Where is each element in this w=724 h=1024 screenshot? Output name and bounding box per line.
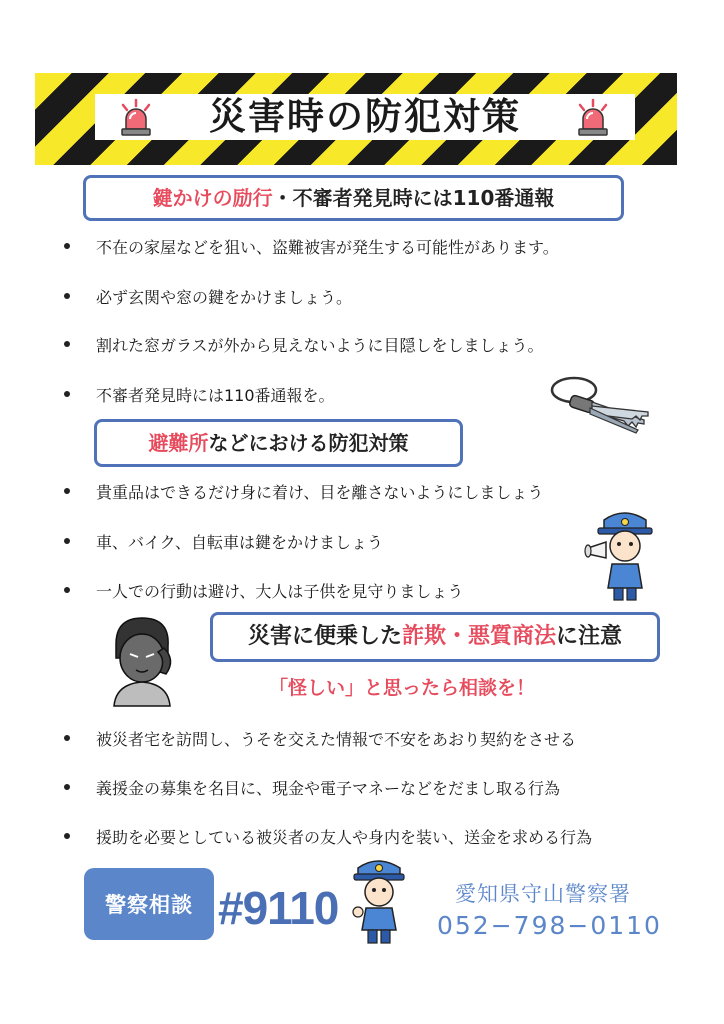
list-item-text: 割れた窓ガラスが外から見えないように目隠しをしましょう。	[96, 335, 544, 355]
list-item	[60, 282, 700, 310]
section-heading-text: に注意	[556, 624, 623, 649]
warning-message: 「怪しい」と思ったら相談を！	[268, 677, 535, 699]
hotline-number: #9110	[218, 882, 339, 934]
section-heading-fraud	[210, 612, 660, 662]
list-item-text: 必ず玄関や窓の鍵をかけましょう。	[96, 287, 353, 307]
bullet-dot	[64, 784, 70, 790]
police-officer-salute-illustration	[348, 854, 410, 946]
keys-illustration	[548, 372, 652, 434]
siren-icon	[574, 99, 612, 137]
police-officer-megaphone-illustration	[584, 508, 664, 604]
bullet-dot	[64, 243, 70, 249]
section-heading-text: などにおける防犯対策	[208, 431, 409, 455]
police-consultation-button: 警察相談	[84, 868, 214, 940]
section-heading-highlight: 鍵かけの励行	[152, 186, 273, 210]
list-item-text: 不在の家屋などを狙い、盗難被害が発生する可能性があります。	[96, 237, 559, 257]
list-item-text: 被災者宅を訪問し、うそを交えた情報で不安をあおり契約をさせる	[96, 729, 577, 749]
list-item	[60, 330, 700, 358]
bullet-dot	[64, 538, 70, 544]
list-item-text: 車、バイク、自転車は鍵をかけましょう	[96, 532, 384, 552]
list-item-text: 援助を必要としている被災者の友人や身内を装い、送金を求める行為	[96, 827, 593, 847]
police-station-phone: 052−798−0110	[437, 911, 662, 940]
section-heading-lock	[83, 175, 624, 221]
list-item-text: 義援金の募集を名目に、現金や電子マネーなどをだまし取る行為	[96, 778, 561, 798]
page-title: 災害時の防犯対策	[209, 95, 521, 138]
bullet-dot	[64, 293, 70, 299]
section-heading-text: 災害に便乗した	[247, 624, 402, 649]
list-item	[60, 724, 700, 752]
list-item-text: 貴重品はできるだけ身に着け、目を離さないようにしましょう	[96, 482, 544, 502]
suspicious-caller-illustration	[102, 614, 182, 706]
bullet-dot	[64, 587, 70, 593]
list-item	[60, 477, 700, 505]
bullet-dot	[64, 391, 70, 397]
section-heading-highlight: 避難所	[148, 431, 209, 455]
list-item	[60, 232, 700, 260]
list-item-text: 一人での行動は避け、大人は子供を見守りましょう	[96, 581, 464, 601]
section-heading-text: ・不審者発見時には110番通報	[272, 186, 555, 210]
list-item	[60, 773, 700, 801]
police-station-name: 愛知県守山警察署	[455, 882, 631, 906]
siren-icon	[117, 99, 155, 137]
list-item-text: 不審者発見時には110番通報を。	[96, 385, 335, 405]
list-item	[60, 822, 700, 850]
bullet-dot	[64, 735, 70, 741]
bullet-dot	[64, 341, 70, 347]
section-heading-shelter	[94, 419, 463, 467]
bullet-dot	[64, 833, 70, 839]
section-heading-highlight: 詐欺・悪質商法	[401, 624, 556, 649]
bullet-dot	[64, 488, 70, 494]
